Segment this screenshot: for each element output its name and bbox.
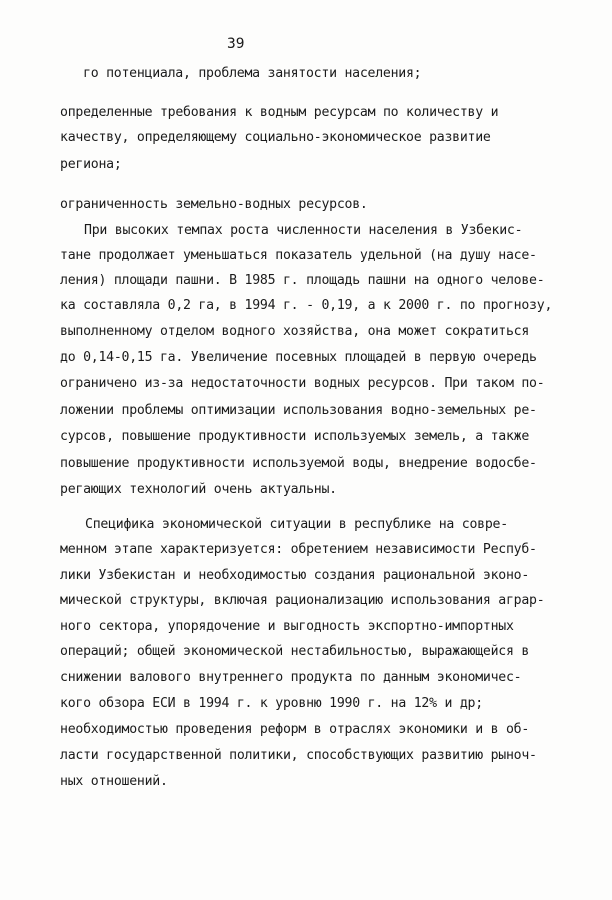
text-line: менном этапе характеризуется: обретением независимости Респуб- xyxy=(60,542,537,557)
text-line: ного сектора, упорядочение и выгодность экспортно-импортных xyxy=(60,619,514,634)
text-line: кого обзора ЕСИ в 1994 г. к уровню 1990 г. на 12% и др; xyxy=(60,696,483,711)
text-line: мической структуры, включая рационализацию использования аграр- xyxy=(60,593,545,608)
text-line: снижении валового внутреннего продукта по данным экономичес- xyxy=(60,670,522,685)
text-line: необходимостью проведения реформ в отраслях экономики и в об- xyxy=(60,722,530,737)
text-line: ных отношений. xyxy=(60,774,168,789)
text-line: региона; xyxy=(60,157,122,172)
text-line: го потенциала, проблема занятости населения; xyxy=(83,66,422,81)
text-line: регающих технологий очень актуальны. xyxy=(60,482,337,497)
text-line: При высоких темпах роста численности населения в Узбекис- xyxy=(84,223,523,238)
text-line: ка составляла 0,2 га, в 1994 г. - 0,19, а к 2000 г. по прогнозу, xyxy=(60,298,553,313)
text-line: ласти государственной политики, способствующих развитию рыноч- xyxy=(60,748,537,763)
text-line: выполненному отделом водного хозяйства, она может сократиться xyxy=(60,324,530,339)
text-line: повышение продуктивности используемой воды, внедрение водосбе- xyxy=(60,456,537,471)
page-number: 39 xyxy=(227,36,245,52)
text-line: тане продолжает уменьшаться показатель удельной (на душу насе- xyxy=(60,248,537,263)
text-line: лики Узбекистан и необходимостью создания рациональной эконо- xyxy=(60,568,530,583)
text-line: ограниченность земельно-водных ресурсов. xyxy=(60,197,368,212)
text-line: сурсов, повышение продуктивности используемых земель, а также xyxy=(60,429,530,444)
text-line: операций; общей экономической нестабильностью, выражающейся в xyxy=(60,644,530,659)
text-line: качеству, определяющему социально-экономическое развитие xyxy=(60,130,491,145)
text-line: ограничено из-за недостаточности водных ресурсов. При таком по- xyxy=(60,376,545,391)
text-line: ложении проблемы оптимизации использования водно-земельных ре- xyxy=(60,403,537,418)
text-line: до 0,14-0,15 га. Увеличение посевных площадей в первую очередь xyxy=(60,350,537,365)
text-line: определенные требования к водным ресурсам по количеству и xyxy=(60,105,499,120)
text-line: Специфика экономической ситуации в республике на совре- xyxy=(85,517,508,532)
text-line: ления) площади пашни. В 1985 г. площадь пашни на одного челове- xyxy=(60,273,545,288)
